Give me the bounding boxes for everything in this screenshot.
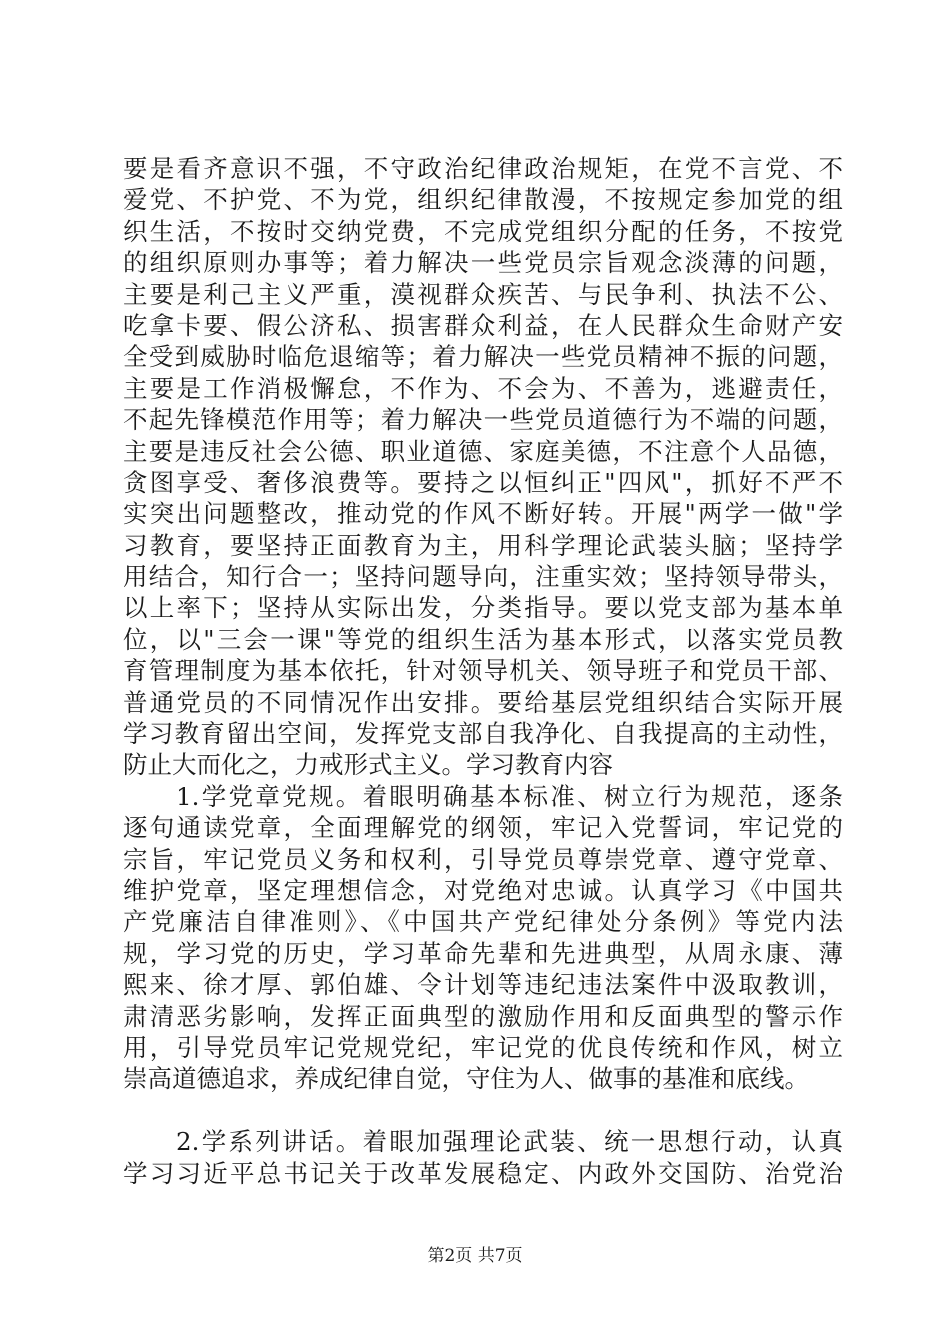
- text-line: 吃拿卡要、假公济私、损害群众利益，在人民群众生命财产安: [123, 310, 843, 340]
- text-line: 主要是违反社会公德、职业道德、家庭美德，不注意个人品德，: [123, 436, 843, 466]
- text-line: 熙来、徐才厚、郭伯雄、令计划等违纪违法案件中汲取教训，: [123, 970, 843, 1000]
- text-line: 要是看齐意识不强，不守政治纪律政治规矩，在党不言党、不: [123, 154, 843, 183]
- paragraph-gap: [123, 1095, 843, 1126]
- text-line: 全受到威胁时临危退缩等；着力解决一些党员精神不振的问题，: [123, 342, 843, 372]
- text-line: 贪图享受、奢侈浪费等。要持之以恒纠正"四风"，抓好不严不: [123, 467, 843, 497]
- text-line: 肃清恶劣影响，发挥正面典型的激励作用和反面典型的警示作: [123, 1001, 843, 1031]
- text-line: 学习教育留出空间，发挥党支部自我净化、自我提高的主动性，: [123, 719, 843, 749]
- text-line: 主要是利己主义严重，漠视群众疾苦、与民争利、执法不公、: [123, 279, 843, 309]
- text-line: 普通党员的不同情况作出安排。要给基层党组织结合实际开展: [123, 687, 843, 717]
- section-heading-2: 2.学系列讲话。着眼加强理论武装、统一思想行动，认真: [176, 1127, 843, 1157]
- text-line: 学习习近平总书记关于改革发展稳定、内政外交国防、治党治: [123, 1158, 843, 1188]
- text-line: 织生活，不按时交纳党费，不完成党组织分配的任务，不按党: [123, 216, 843, 246]
- section-heading-1: 1.学党章党规。着眼明确基本标准、树立行为规范，逐条: [176, 781, 843, 811]
- text-line: 防止大而化之，力戒形式主义。学习教育内容: [123, 750, 613, 780]
- text-line: 用，引导党员牢记党规党纪，牢记党的优良传统和作风，树立: [123, 1032, 843, 1062]
- text-line: 主要是工作消极懈怠，不作为、不会为、不善为，逃避责任，: [123, 373, 843, 403]
- text-line: 规，学习党的历史，学习革命先辈和先进典型，从周永康、薄: [123, 938, 843, 968]
- text-line: 宗旨，牢记党员义务和权利，引导党员尊崇党章、遵守党章、: [123, 844, 843, 874]
- text-line: 实突出问题整改，推动党的作风不断好转。开展"两学一做"学: [123, 499, 843, 529]
- body-text: [123, 153, 843, 1189]
- text-line: 产党廉洁自律准则》、《中国共产党纪律处分条例》等党内法: [123, 907, 843, 937]
- text-line: 维护党章，坚定理想信念，对党绝对忠诚。认真学习《中国共: [123, 875, 843, 905]
- text-line: 不起先锋模范作用等；着力解决一些党员道德行为不端的问题，: [123, 405, 843, 435]
- page-footer: 第2页 共7页: [427, 1246, 523, 1266]
- text-line: 崇高道德追求，养成纪律自觉，守住为人、做事的基准和底线。: [123, 1064, 809, 1094]
- text-line: 习教育，要坚持正面教育为主，用科学理论武装头脑；坚持学: [123, 530, 843, 560]
- text-line: 以上率下；坚持从实际出发，分类指导。要以党支部为基本单: [123, 593, 843, 623]
- text-line: 爱党、不护党、不为党，组织纪律散漫，不按规定参加党的组: [123, 185, 843, 215]
- text-line: 育管理制度为基本依托，针对领导机关、领导班子和党员干部、: [123, 656, 843, 686]
- text-line: 位，以"三会一课"等党的组织生活为基本形式，以落实党员教: [123, 624, 843, 654]
- text-line: 逐句通读党章，全面理解党的纲领，牢记入党誓词，牢记党的: [123, 813, 843, 843]
- text-line: 用结合，知行合一；坚持问题导向，注重实效；坚持领导带头，: [123, 562, 843, 592]
- text-line: 的组织原则办事等；着力解决一些党员宗旨观念淡薄的问题，: [123, 248, 843, 278]
